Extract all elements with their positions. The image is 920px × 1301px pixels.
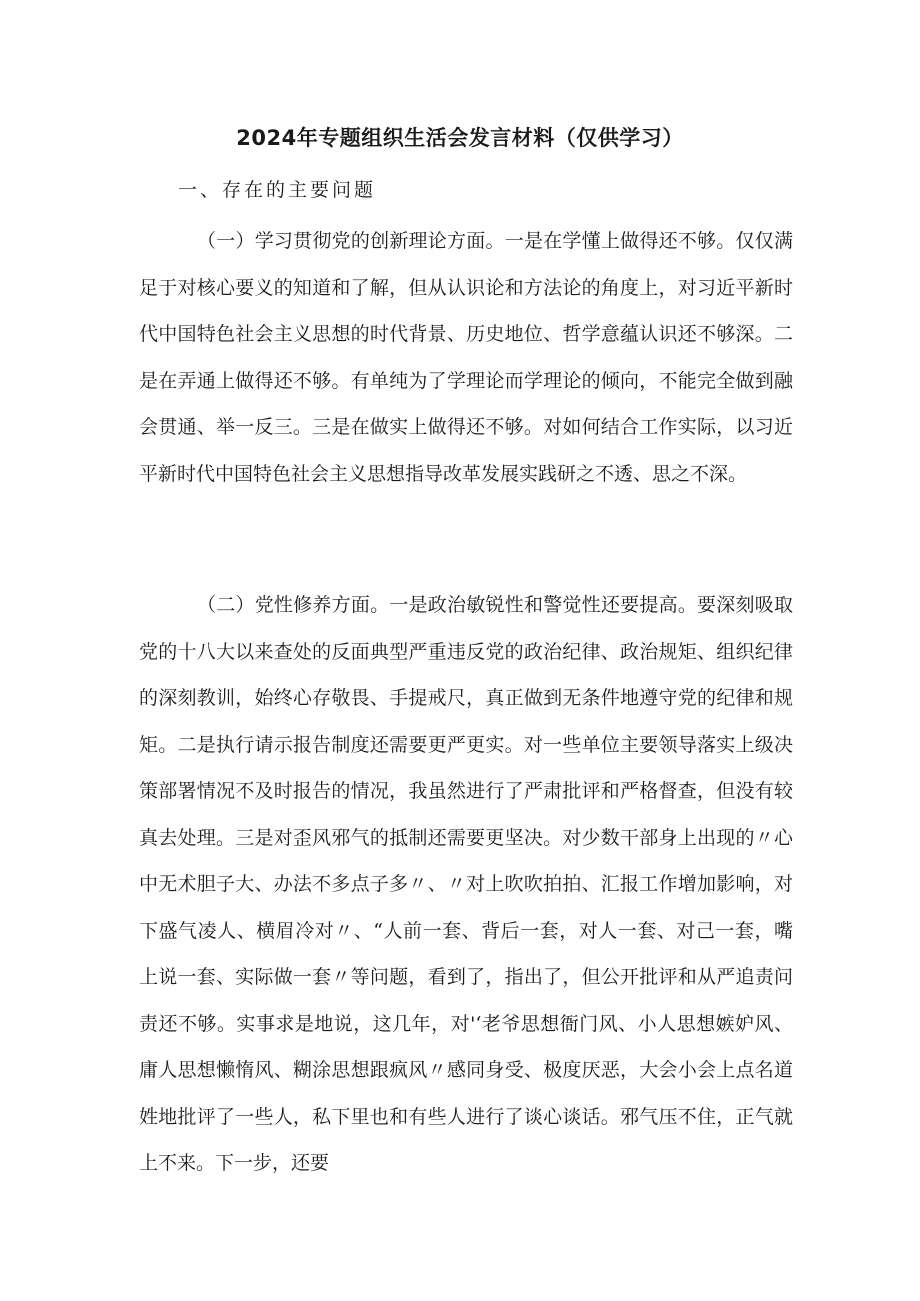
paragraph-party-spirit: （二）党性修养方面。一是政治敏锐性和警觉性还要提高。要深刻吸取党的十八大以来查处的反面典型严重违反党的政治纪律、政治规矩、组织纪律的深刻教训，始终心存敬畏、手提戒尺，真正做到无条件地遵守党的纪律和规矩。二是执行请示报告制度还需要更严更实。对一些单位主要领导落实上级决策部署情况不及时报告的情况，我虽然进行了严肃批评和严格督查，但没有较真去处理。三是对歪风邪气的抵制还需要更坚决。对少数干部身上出现的〃心中无术胆子大、办法不多点子多〃、〃对上吹吹拍拍、汇报工作增加影响，对下盛气凌人、横眉冷对〃、“人前一套、背后一套，对人一套、对己一套，嘴上说一套、实际做一套〃等问题，看到了，指出了，但公开批评和从严追责问责还不够。实事求是地说，这几年，对'‘老爷思想衙门风、小人思想嫉妒风、庸人思想懒惰风、糊涂思想跟疯风〃感同身受、极度厌恶，大会小会上点名道姓地批评了一些人，私下里也和有些人进行了谈心谈话。邪气压不住，正气就上不来。下一步，还要 — [139, 594, 793, 1174]
paragraph-theory-study: （一）学习贯彻党的创新理论方面。一是在学懂上做得还不够。仅仅满足于对核心要义的知道和了解，但从认识论和方法论的角度上，对习近平新时代中国特色社会主义思想的时代背景、历史地位、哲学意蕴认识还不够深。二是在弄通上做得还不够。有单纯为了学理论而学理论的倾向，不能完全做到融会贯通、举一反三。三是在做实上做得还不够。对如何结合工作实际，以习近平新时代中国特色社会主义思想指导改革发展实践研之不透、思之不深。 — [139, 230, 793, 485]
section-heading: 一、存在的主要问题 — [178, 179, 377, 201]
document-title: 2024年专题组织生活会发言材料（仅供学习） — [236, 126, 684, 150]
